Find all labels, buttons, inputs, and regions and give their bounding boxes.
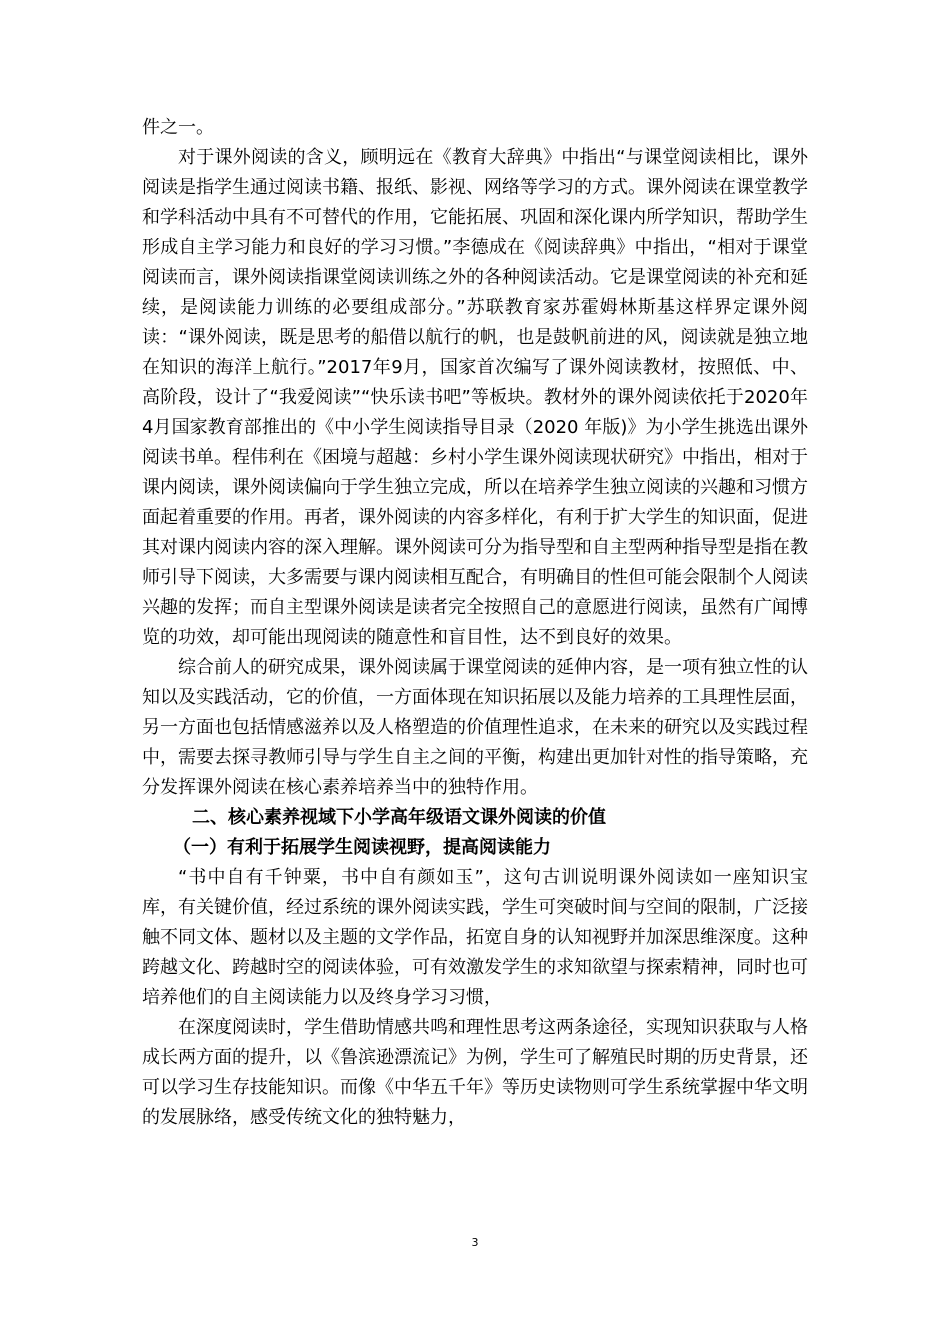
paragraph-continuation: 件之一。: [142, 117, 214, 138]
paragraph-proverb: “书中自有千钟粟，书中自有颜如玉”，这句古训说明课外阅读如一座知识宝库，有关键价值，经过系统的课外阅读实践，学生可突破时间与空间的限制，广泛接触不同文体、题材以及主题的文学作品，拓宽自身的认知视野并加深思维深度。这种跨越文化、跨越时空的阅读体验，可有效激发学生的求知欲望与探索精神，同时也可培养他们的自主阅读能力以及终身学习习惯，: [142, 867, 808, 1008]
subsection-heading: （一）有利于拓展学生阅读视野，提高阅读能力: [173, 837, 551, 858]
section-heading: 二、核心素养视域下小学高年级语文课外阅读的价值: [192, 807, 606, 828]
page-number: 3: [471, 1236, 479, 1249]
document-body: [142, 113, 808, 1133]
paragraph-summary: 综合前人的研究成果，课外阅读属于课堂阅读的延伸内容，是一项有独立性的认知以及实践活动，它的价值，一方面体现在知识拓展以及能力培养的工具理性层面，另一方面也包括情感滋养以及人格塑造的价值理性追求，在未来的研究以及实践过程中，需要去探寻教师引导与学生自主之间的平衡，构建出更加针对性的指导策略，充分发挥课外阅读在核心素养培养当中的独特作用。: [142, 657, 808, 798]
paragraph-definition: 对于课外阅读的含义，顾明远在《教育大辞典》中指出“与课堂阅读相比，课外阅读是指学生通过阅读书籍、报纸、影视、网络等学习的方式。课外阅读在课堂教学和学科活动中具有不可替代的作用，它能拓展、巩固和深化课内所学知识，帮助学生形成自主学习能力和良好的学习习惯。”李德成在《阅读辞典》中指出，“相对于课堂阅读而言，课外阅读指课堂阅读训练之外的各种阅读活动。它是课堂阅读的补充和延续，是阅读能力训练的必要组成部分。”苏联教育家苏霍姆林斯基这样界定课外阅读：“课外阅读，既是思考的船借以航行的帆，也是鼓帆前进的风，阅读就是独立地在知识的海洋上航行。”2017年9月，国家首次编写了课外阅读教材，按照低、中、高阶段，设计了“我爱阅读”“快乐读书吧”等板块。教材外的课外阅读依托于2020年4月国家教育部推出的《中小学生阅读指导目录（2020 年版)》为小学生挑选出课外阅读书单。程伟利在《困境与超越：乡村小学生课外阅读现状研究》中指出，相对于课内阅读，课外阅读偏向于学生独立完成，所以在培养学生独立阅读的兴趣和习惯方面起着重要的作用。再者，课外阅读的内容多样化，有利于扩大学生的知识面，促进其对课内阅读内容的深入理解。课外阅读可分为指导型和自主型两种指导型是指在教师引导下阅读，大多需要与课内阅读相互配合，有明确目的性但可能会限制个人阅读兴趣的发挥；而自主型课外阅读是读者完全按照自己的意愿进行阅读，虽然有广闻博览的功效，却可能出现阅读的随意性和盲目性，达不到良好的效果。: [142, 147, 808, 648]
paragraph-deep-reading: 在深度阅读时，学生借助情感共鸣和理性思考这两条途径，实现知识获取与人格成长两方面的提升，以《鲁滨逊漂流记》为例，学生可了解殖民时期的历史背景，还可以学习生存技能知识。而像《中华五千年》等历史读物则可学生系统掌握中华文明的发展脉络，感受传统文化的独特魅力，: [142, 1017, 808, 1128]
